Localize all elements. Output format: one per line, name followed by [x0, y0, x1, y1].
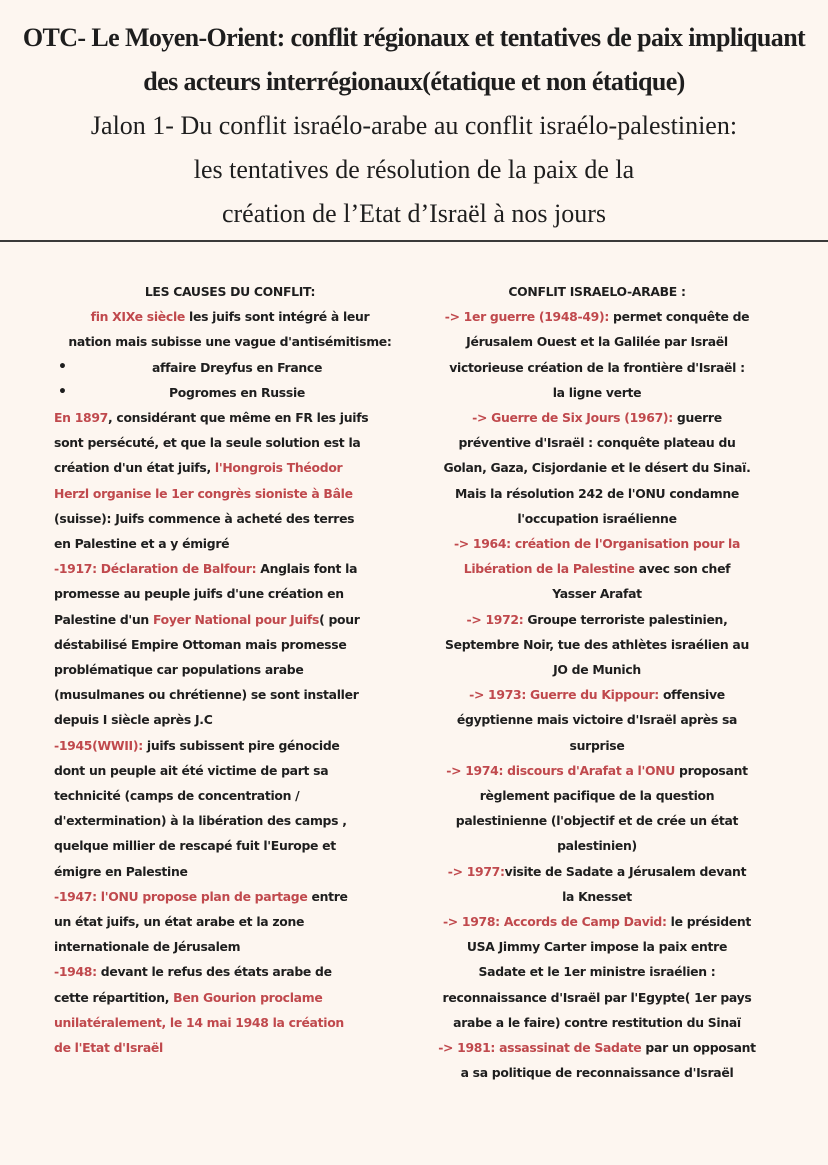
date-1917: -1917: Déclaration de Balfour: — [54, 561, 257, 577]
paragraph-1947 — [54, 884, 406, 960]
header — [0, 0, 828, 236]
text: technicité (camps de concentration / — [54, 788, 300, 804]
text: a sa politique de reconnaissance d'Israël — [460, 1065, 734, 1081]
text: le président — [666, 914, 752, 930]
conflict-heading: CONFLIT ISRAELO-ARABE : — [508, 284, 686, 299]
intro-paragraph — [54, 304, 406, 354]
event-date: -> 1er guerre (1948-49): — [444, 309, 610, 325]
text: depuis I siècle après J.C — [54, 712, 213, 728]
text: avec son chef — [634, 561, 731, 577]
event-1967 — [424, 405, 770, 531]
text: Anglais font la — [256, 561, 358, 577]
event-1972 — [424, 607, 770, 683]
text: un état juifs, un état arabe et la zone — [54, 914, 305, 930]
text: entre — [307, 888, 348, 904]
text: permet conquête de — [609, 309, 750, 325]
causes-column — [54, 279, 406, 1060]
text: Groupe terroriste palestinien, — [523, 611, 728, 627]
text: Palestine d'un — [54, 611, 153, 627]
event-1981 — [424, 1035, 770, 1085]
causes-heading: LES CAUSES DU CONFLIT: — [144, 284, 316, 299]
highlight: Herzl organise le 1er congrès sioniste à Bâle — [54, 485, 353, 501]
bullet-dot-icon: • — [58, 383, 67, 400]
highlight: Libération de la Palestine — [463, 561, 635, 577]
event-1978 — [424, 909, 770, 1035]
text: d'extermination) à la libération des camps , — [54, 813, 347, 829]
text: la ligne verte — [552, 384, 642, 400]
text: internationale de Jérusalem — [54, 939, 241, 955]
text: problématique car populations arabe — [54, 662, 304, 678]
intro-date: fin XIXe siècle — [90, 309, 186, 325]
bullet-text: affaire Dreyfus en France — [151, 359, 323, 375]
text: JO de Munich — [553, 662, 641, 678]
text: offensive — [658, 687, 725, 703]
text: Jérusalem Ouest et la Galilée par Israël — [466, 334, 728, 350]
text: Mais la résolution 242 de l'ONU condamne — [455, 485, 739, 501]
text: juifs subissent pire génocide — [142, 737, 340, 753]
text: quelque millier de rescapé fuit l'Europe et — [54, 838, 336, 854]
text: cette répartition, — [54, 989, 174, 1005]
subtitle-line-3: création de l’Etat d’Israël à nos jours — [221, 199, 607, 228]
subtitle-line-1: Jalon 1- Du conflit israélo-arabe au conflit israélo-palestinien: — [90, 111, 738, 140]
text: devant le refus des états arabe de — [96, 964, 332, 980]
date-1897: En 1897 — [54, 410, 108, 426]
highlight: l'Hongrois Théodor — [214, 460, 343, 476]
text: Golan, Gaza, Cisjordanie et le désert du Sinaï. — [443, 460, 751, 476]
text: par un opposant — [641, 1040, 756, 1056]
conflict-column — [424, 279, 770, 1086]
main-title-line-1: OTC- Le Moyen-Orient: conflit régionaux et tentatives de paix impliquant — [22, 23, 806, 52]
text: ( pour — [319, 611, 360, 627]
date-1945: -1945(WWII): — [54, 737, 143, 753]
text: promesse au peuple juifs d'une création en — [54, 586, 344, 602]
header-divider — [0, 240, 828, 242]
event-date: -> 1974: discours d'Arafat a l'ONU — [446, 762, 676, 778]
event-1974 — [424, 758, 770, 859]
bullet-item — [54, 380, 406, 405]
event-date: -> 1973: Guerre du Kippour: — [469, 687, 659, 703]
text: sont persécuté, et que la seule solution est la — [54, 435, 361, 451]
event-1973 — [424, 682, 770, 758]
event-1964 — [424, 531, 770, 607]
text: création d'un état juifs, — [54, 460, 215, 476]
text: déstabilisé Empire Ottoman mais promesse — [54, 636, 347, 652]
text: dont un peuple ait été victime de part sa — [54, 762, 329, 778]
paragraph-1945 — [54, 733, 406, 884]
text: victorieuse création de la frontière d'Israël : — [449, 359, 745, 375]
date-1948: -1948: — [54, 964, 97, 980]
text: reconnaissance d'Israël par l'Egypte( 1er pays — [442, 989, 752, 1005]
text: arabe a le faire) contre restitution du Sinaï — [453, 1014, 741, 1030]
event-date: -> 1964: création de l'Organisation pour la — [453, 536, 741, 552]
event-date: -> Guerre de Six Jours (1967): — [472, 410, 673, 426]
event-date: -> 1972: — [466, 611, 524, 627]
text: la Knesset — [562, 888, 632, 904]
text: Sadate et le 1er ministre israélien : — [478, 964, 716, 980]
text: préventive d'Israël : conquête plateau du — [458, 435, 736, 451]
subtitle-line-2: les tentatives de résolution de la paix de la — [193, 155, 635, 184]
text: égyptienne mais victoire d'Israël après sa — [456, 712, 738, 728]
text: guerre — [672, 410, 722, 426]
event-date: -> 1981: assassinat de Sadate — [438, 1040, 642, 1056]
text: en Palestine et a y émigré — [54, 536, 230, 552]
text: l'occupation israélienne — [517, 510, 677, 526]
text: proposant — [675, 762, 748, 778]
bullet-dot-icon: • — [58, 358, 67, 375]
bullet-text: Pogromes en Russie — [169, 384, 305, 400]
paragraph-1948 — [54, 959, 406, 1060]
highlight: Ben Gourion proclame — [173, 989, 323, 1005]
text: , considérant que même en FR les juifs — [108, 410, 369, 426]
event-date: -> 1977: — [447, 863, 505, 879]
event-1977 — [424, 859, 770, 909]
text: palestinienne (l'objectif et de crée un état — [455, 813, 739, 829]
highlight: de l'Etat d'Israël — [54, 1040, 163, 1056]
event-date: -> 1978: Accords de Camp David: — [442, 914, 667, 930]
main-title-line-2: des acteurs interrégionaux(étatique et non étatique) — [143, 67, 685, 96]
paragraph-1897 — [54, 405, 406, 556]
text: Septembre Noir, tue des athlètes israélien au — [445, 636, 749, 652]
text: USA Jimmy Carter impose la paix entre — [466, 939, 728, 955]
date-1947: -1947: l'ONU propose plan de partage — [54, 888, 308, 904]
text: (suisse): Juifs commence à acheté des terres — [54, 510, 355, 526]
text: émigre en Palestine — [54, 863, 188, 879]
text: Yasser Arafat — [552, 586, 642, 602]
paragraph-1917 — [54, 556, 406, 732]
text: surprise — [569, 737, 625, 753]
text: règlement pacifique de la question — [479, 788, 715, 804]
highlight: unilatéralement, le 14 mai 1948 la création — [54, 1014, 344, 1030]
intro-text-2: nation mais subisse une vague d'antisémitisme: — [68, 334, 392, 350]
event-1948 — [424, 304, 770, 405]
intro-text: les juifs sont intégré à leur — [185, 309, 370, 325]
text: palestinien) — [557, 838, 637, 854]
text: visite de Sadate a Jérusalem devant — [504, 863, 747, 879]
bullet-item — [54, 355, 406, 380]
highlight: Foyer National pour Juifs — [152, 611, 320, 627]
text: (musulmanes ou chrétienne) se sont installer — [54, 687, 359, 703]
